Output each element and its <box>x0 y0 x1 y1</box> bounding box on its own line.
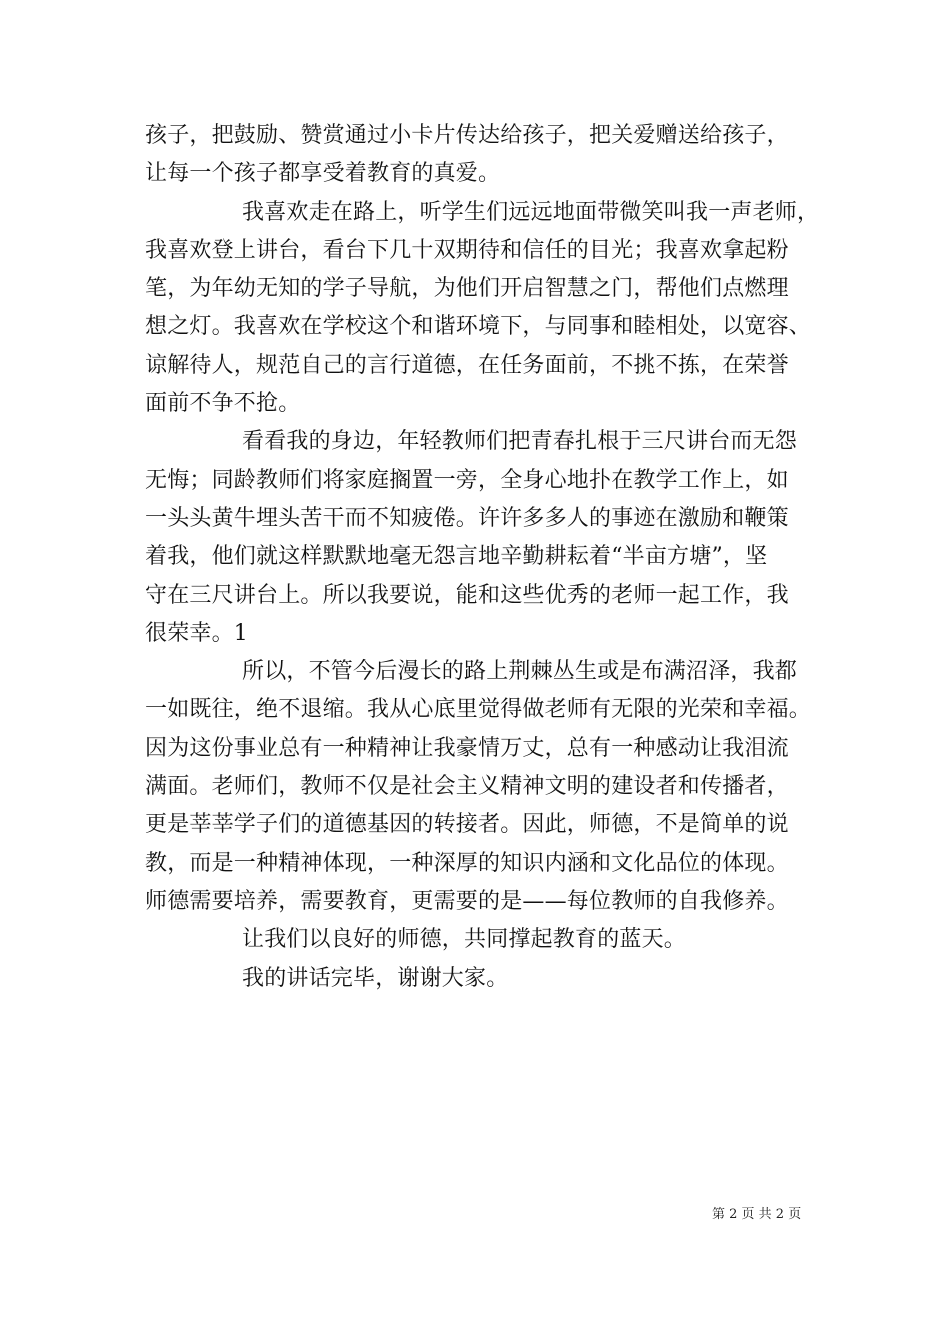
page-number-footer: 第 2 页 共 2 页 <box>712 1207 802 1222</box>
text-line: 看看我的身边，年轻教师们把青春扎根于三尺讲台而无怨 <box>242 429 798 455</box>
text-line: 因为这份事业总有一种精神让我豪情万丈，总有一种感动让我泪流 <box>145 735 789 761</box>
text-line: 孩子，把鼓励、赞赏通过小卡片传达给孩子，把关爱赠送给孩子， <box>145 123 789 148</box>
text-line: 无悔；同龄教师们将家庭搁置一旁，全身心地扑在教学工作上，如 <box>145 467 789 493</box>
text-line: 一头头黄牛埋头苦干而不知疲倦。许许多多人的事迹在激励和鞭策 <box>145 505 789 531</box>
text-line: 很荣幸。1 <box>145 620 248 646</box>
text-line: 面前不争不抢。 <box>145 391 301 417</box>
text-line: 一如既往，绝不退缩。我从心底里觉得做老师有无限的光荣和幸福。 <box>145 697 812 723</box>
text-line: 让每一个孩子都享受着教育的真爱。 <box>145 161 501 187</box>
document-body <box>145 117 820 998</box>
text-line: 师德需要培养，需要教育，更需要的是——每位教师的自我修养。 <box>145 888 789 914</box>
text-line: 让我们以良好的师德，共同撑起教育的蓝天。 <box>242 927 687 953</box>
text-line: 想之灯。我喜欢在学校这个和谐环境下，与同事和睦相处，以宽容、 <box>145 314 812 340</box>
text-line: 所以，不管今后漫长的路上荆棘丛生或是布满沼泽，我都 <box>242 659 798 685</box>
text-line: 我的讲话完毕，谢谢大家。 <box>242 965 509 991</box>
text-line: 教，而是一种精神体现，一种深厚的知识内涵和文化品位的体现。 <box>145 850 789 876</box>
text-line: 更是莘莘学子们的道德基因的转接者。因此，师德，不是简单的说 <box>145 812 789 838</box>
text-line: 我喜欢走在路上，听学生们远远地面带微笑叫我一声老师， <box>242 199 820 225</box>
text-line: 着我，他们就这样默默地毫无怨言地辛勤耕耘着“半亩方塘”，坚 <box>145 544 768 570</box>
text-line: 笔，为年幼无知的学子导航，为他们开启智慧之门，帮他们点燃理 <box>145 276 789 302</box>
text-line: 满面。老师们，教师不仅是社会主义精神文明的建设者和传播者， <box>145 774 789 800</box>
text-line: 守在三尺讲台上。所以我要说，能和这些优秀的老师一起工作，我 <box>145 582 789 608</box>
text-line: 谅解待人，规范自己的言行道德，在任务面前，不挑不拣，在荣誉 <box>145 352 789 378</box>
text-line: 我喜欢登上讲台，看台下几十双期待和信任的目光；我喜欢拿起粉 <box>145 237 789 263</box>
